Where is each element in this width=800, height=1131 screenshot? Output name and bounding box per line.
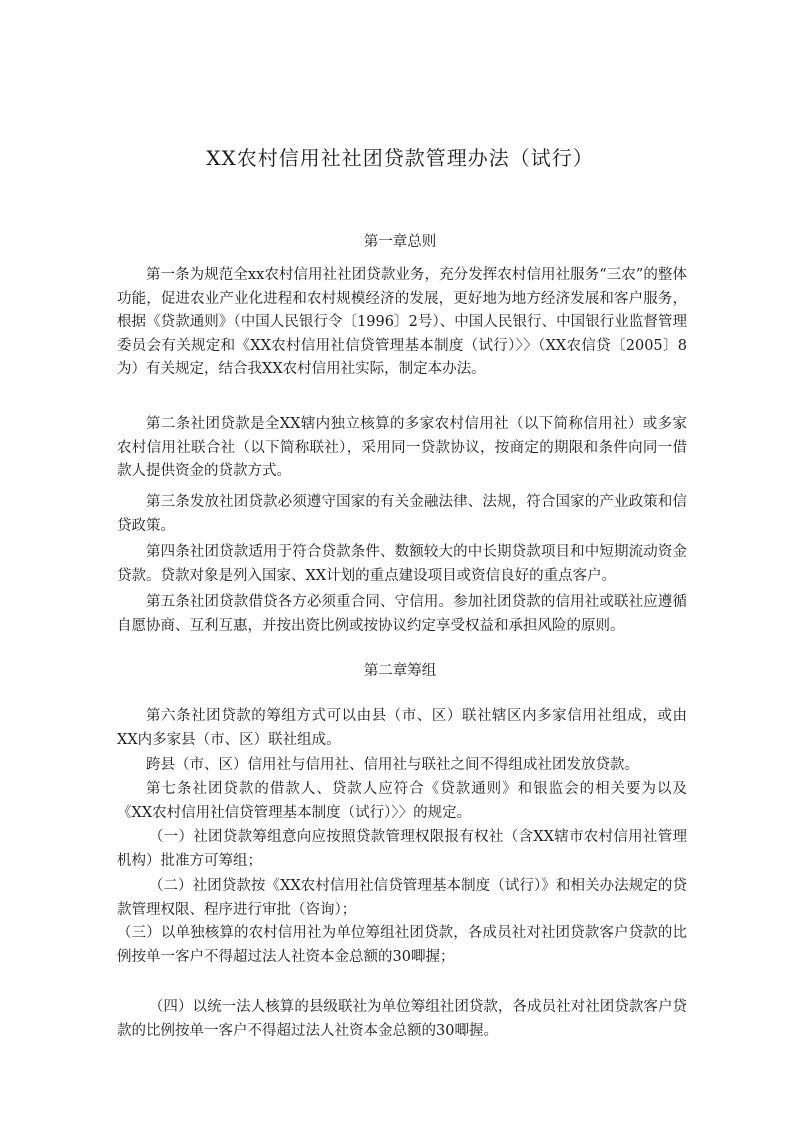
article-7: 第七条社团贷款的借款人、贷款人应符合《贷款通则》和银监会的相关要为以及《XX农村信用社信贷管理基本制度（试行）〉〉的规定。 [117,781,687,821]
chapter-1-heading: 第一章总则 [363,234,437,250]
chapter-2-heading: 第二章筹组 [363,663,437,679]
article-7-item-3: （三）以单独核算的农村信用社为单位筹组社团贷款，各成员社对社团贷款客户贷款的比例按单一客户不得超过法人社资本金总额的30唧握； [117,925,687,965]
article-7-item-2: （二）社团贷款按《XX农村信用社信贷管理基本制度（试行）》和相关办法规定的贷款管理权限、程序进行审批（咨询）； [117,878,687,918]
article-5: 第五条社团贷款借贷各方必须重合同、守信用。参加社团贷款的信用社或联社应遵循自愿协商、互利互惠，并按出资比例或按协议约定享受权益和承担风险的原则。 [117,594,687,634]
article-7-item-1: （一）社团贷款筹组意向应按照贷款管理权限报有权社（含XX辖市农村信用社管理机构）批准方可筹组； [117,829,687,869]
article-6-continued: 跨县（市、区）信用社与信用社、信用社与联社之间不得组成社团发放贷款。 [146,757,639,773]
article-7-item-4: （四）以统一法人核算的县级联社为单位筹组社团贷款，各成员社对社团贷款客户贷款的比例按单一客户不得超过法人社资本金总额的30唧握。 [117,999,687,1039]
article-4: 第四条社团贷款适用于符合贷款条件、数额较大的中长期贷款项目和中短期流动资金贷款。贷款对象是列入国家、XX计划的重点建设项目或资信良好的重点客户。 [117,544,687,584]
article-1: 第一条为规范全xx农村信用社社团贷款业务，充分发挥农村信用社服务“三农”的整体功能，促进农业产业化进程和农村规模经济的发展，更好地为地方经济发展和客户服务，根据《贷款通则》（中国人民银行令〔1996〕2号）、中国人民银行、中国银行业监督管理委员会有关规定和《XX农村信用社信贷管理基本制度（试行）〉〉（XX农信贷〔2005〕8为）有关规定，结合我XX农村信用社实际，制定本办法。 [117,267,687,377]
article-6: 第六条社团贷款的筹组方式可以由县（市、区）联社辖区内多家信用社组成，或由XX内多家县（市、区）联社组成。 [117,708,687,748]
article-3: 第三条发放社团贷款必须遵守国家的有关金融法律、法规，符合国家的产业政策和信贷政策。 [117,494,687,534]
document-title: XX农村信用社社团贷款管理办法（试行） [206,146,594,170]
article-2: 第二条社团贷款是全XX辖内独立核算的多家农村信用社（以下简称信用社）或多家农村信用社联合社（以下简称联社），采用同一贷款协议，按商定的期限和条件向同一借款人提供资金的贷款方式。 [117,416,687,479]
